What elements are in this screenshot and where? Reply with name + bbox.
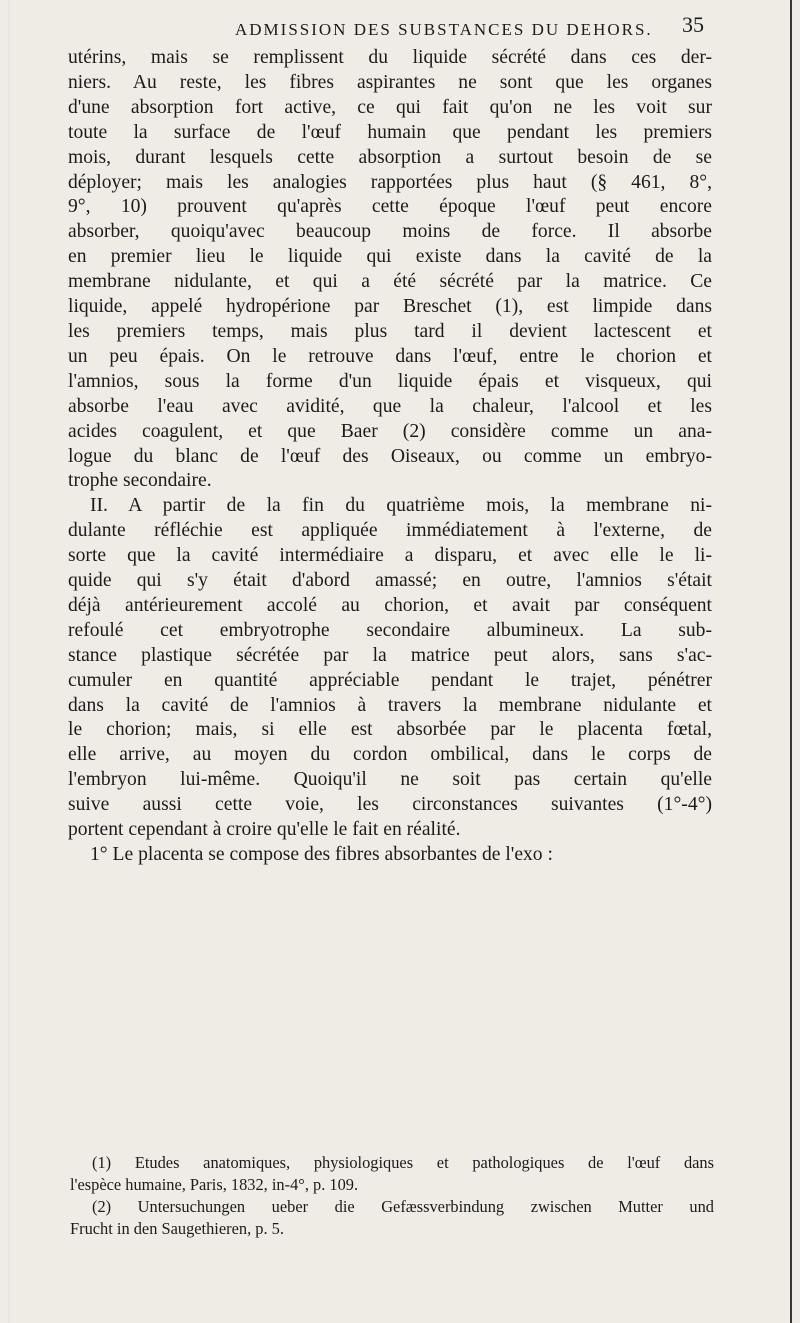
text-line: dans la cavité de l'amnios à travers la membrane nidulante et	[68, 694, 712, 716]
text-line: trophe secondaire.	[68, 470, 212, 492]
text-line: acides coagulent, et que Baer (2) considère comme un ana-	[68, 420, 712, 442]
text-line: liquide, appelé hydropérione par Breschet (1), est limpide dans	[68, 296, 712, 318]
text-line: d'une absorption fort active, ce qui fait qu'on ne les voit sur	[68, 96, 712, 118]
footnote-line: (2) Untersuchungen ueber die Gefæssverbindung zwischen Mutter und	[92, 1197, 714, 1216]
text-line: elle arrive, au moyen du cordon ombilical, dans le corps de	[68, 744, 712, 766]
text-line: un peu épais. On le retrouve dans l'œuf, entre le chorion et	[68, 345, 712, 367]
text-line: toute la surface de l'œuf humain que pendant les premiers	[68, 121, 712, 143]
text-line: le chorion; mais, si elle est absorbée par le placenta fœtal,	[68, 719, 712, 741]
text-line: II. A partir de la fin du quatrième mois, la membrane ni-	[90, 495, 712, 517]
running-head	[60, 8, 710, 48]
text-line: quide qui s'y était d'abord amassé; en outre, l'amnios s'était	[68, 570, 712, 592]
text-line: utérins, mais se remplissent du liquide sécrété dans ces der-	[68, 47, 712, 68]
body-text	[68, 46, 712, 868]
text-line: membrane nidulante, et qui a été sécrété par la matrice. Ce	[68, 271, 712, 293]
footnotes	[70, 1152, 714, 1240]
text-line: niers. Au reste, les fibres aspirantes ne sont que les organes	[68, 71, 712, 93]
text-line: portent cependant à croire qu'elle le fait en réalité.	[68, 819, 461, 841]
text-line: en premier lieu le liquide qui existe dans la cavité de la	[68, 246, 712, 268]
page-edge-rule	[790, 0, 792, 1323]
footnote-line: l'espèce humaine, Paris, 1832, in-4°, p. 109.	[70, 1175, 359, 1194]
text-line: dulante réfléchie est appliquée immédiatement à l'externe, de	[68, 520, 712, 542]
text-line: déjà antérieurement accolé au chorion, et avait par conséquent	[68, 594, 712, 616]
text-line: mois, durant lesquels cette absorption a surtout besoin de se	[68, 146, 712, 168]
text-line: 9°, 10) prouvent qu'après cette époque l'œuf peut encore	[68, 196, 712, 218]
footnote-line: Frucht in den Saugethieren, p. 5.	[70, 1219, 284, 1238]
text-line: sorte que la cavité intermédiaire a disparu, et avec elle le li-	[68, 545, 712, 567]
text-line: absorbe l'eau avec avidité, que la chaleur, l'alcool et les	[68, 395, 712, 417]
text-line: stance plastique sécrétée par la matrice peut alors, sans s'ac-	[68, 644, 712, 666]
text-line: déployer; mais les analogies rapportées plus haut (§ 461, 8°,	[68, 171, 712, 193]
text-line: cumuler en quantité appréciable pendant le trajet, pénétrer	[68, 669, 712, 691]
text-line: l'embryon lui-même. Quoiqu'il ne soit pas certain qu'elle	[68, 769, 712, 791]
page-number: 35	[682, 12, 704, 37]
running-head-title: ADMISSION DES SUBSTANCES DU DEHORS.	[235, 20, 653, 39]
text-line: 1° Le placenta se compose des fibres absorbantes de l'exo :	[90, 844, 553, 865]
text-line: suive aussi cette voie, les circonstances suivantes (1°-4°)	[68, 794, 712, 816]
page-edge-shadow	[8, 0, 11, 1323]
footnote-line: (1) Etudes anatomiques, physiologiques et pathologiques de l'œuf dans	[92, 1153, 714, 1172]
text-line: absorber, quoiqu'avec beaucoup moins de force. Il absorbe	[68, 221, 712, 243]
text-line: les premiers temps, mais plus tard il devient lactescent et	[68, 320, 712, 342]
text-line: logue du blanc de l'œuf des Oiseaux, ou comme un embryo-	[68, 445, 712, 467]
text-line: l'amnios, sous la forme d'un liquide épais et visqueux, qui	[68, 370, 712, 392]
text-line: refoulé cet embryotrophe secondaire albumineux. La sub-	[68, 619, 712, 641]
